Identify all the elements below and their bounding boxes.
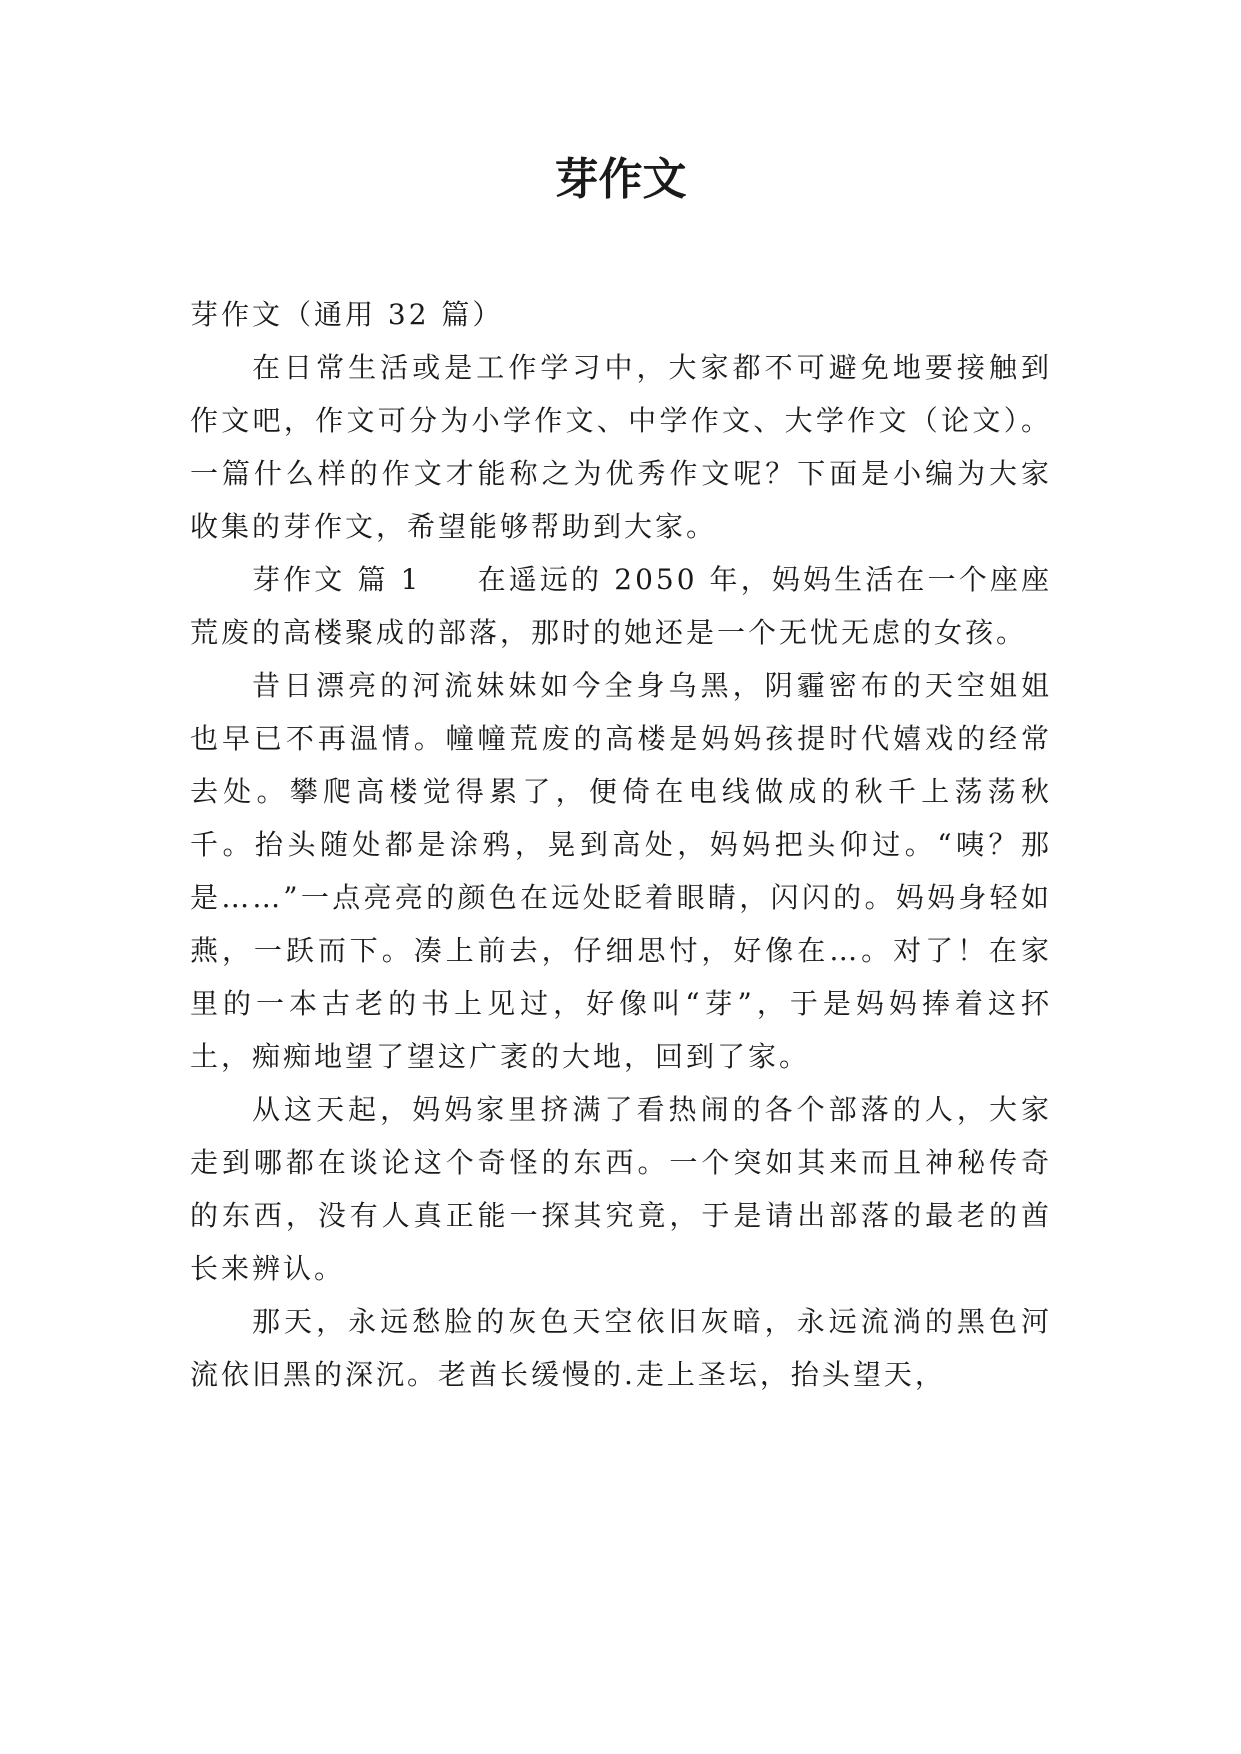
- body-paragraph-3: 那天，永远愁脸的灰色天空依旧灰暗，永远流淌的黑色河流依旧黑的深沉。老酋长缓慢的.走上圣坛，抬头望天，: [190, 1305, 1052, 1391]
- section-1-first-text: 在遥远的 2050 年，妈妈生活在一个座座荒废的高楼聚成的部落，那时的她还是一个无忧无虑的女孩。: [190, 563, 1052, 649]
- document-body: [190, 288, 1052, 1401]
- body-paragraph-2: 从这天起，妈妈家里挤满了看热闹的各个部落的人，大家走到哪都在谈论这个奇怪的东西。一个突如其来而且神秘传奇的东西，没有人真正能一探其究竟，于是请出部落的最老的酋长来辨认。: [190, 1093, 1052, 1285]
- body-paragraph-1: 昔日漂亮的河流妹妹如今全身乌黑，阴霾密布的天空姐姐也早已不再温情。幢幢荒废的高楼是妈妈孩提时代嬉戏的经常去处。攀爬高楼觉得累了，便倚在电线做成的秋千上荡荡秋千。抬头随处都是涂鸦，晃到高处，妈妈把头仰过。“咦？那是……”一点亮亮的颜色在远处眨着眼睛，闪闪的。妈妈身轻如燕，一跃而下。凑上前去，仔细思忖，好像在…。对了！在家里的一本古老的书上见过，好像叫“芽”，于是妈妈捧着这抔土，痴痴地望了望这广袤的大地，回到了家。: [190, 669, 1052, 1073]
- document-title: 芽作文: [554, 154, 687, 205]
- section-1-heading: 芽作文 篇 1: [252, 563, 422, 596]
- section-1-paragraph: [190, 553, 1052, 659]
- intro-paragraph: 在日常生活或是工作学习中，大家都不可避免地要接触到作文吧，作文可分为小学作文、中学作文、大学作文（论文）。一篇什么样的作文才能称之为优秀作文呢？下面是小编为大家收集的芽作文，希望能够帮助到大家。: [190, 351, 1052, 543]
- document-subtitle: 芽作文（通用 32 篇）: [190, 298, 504, 331]
